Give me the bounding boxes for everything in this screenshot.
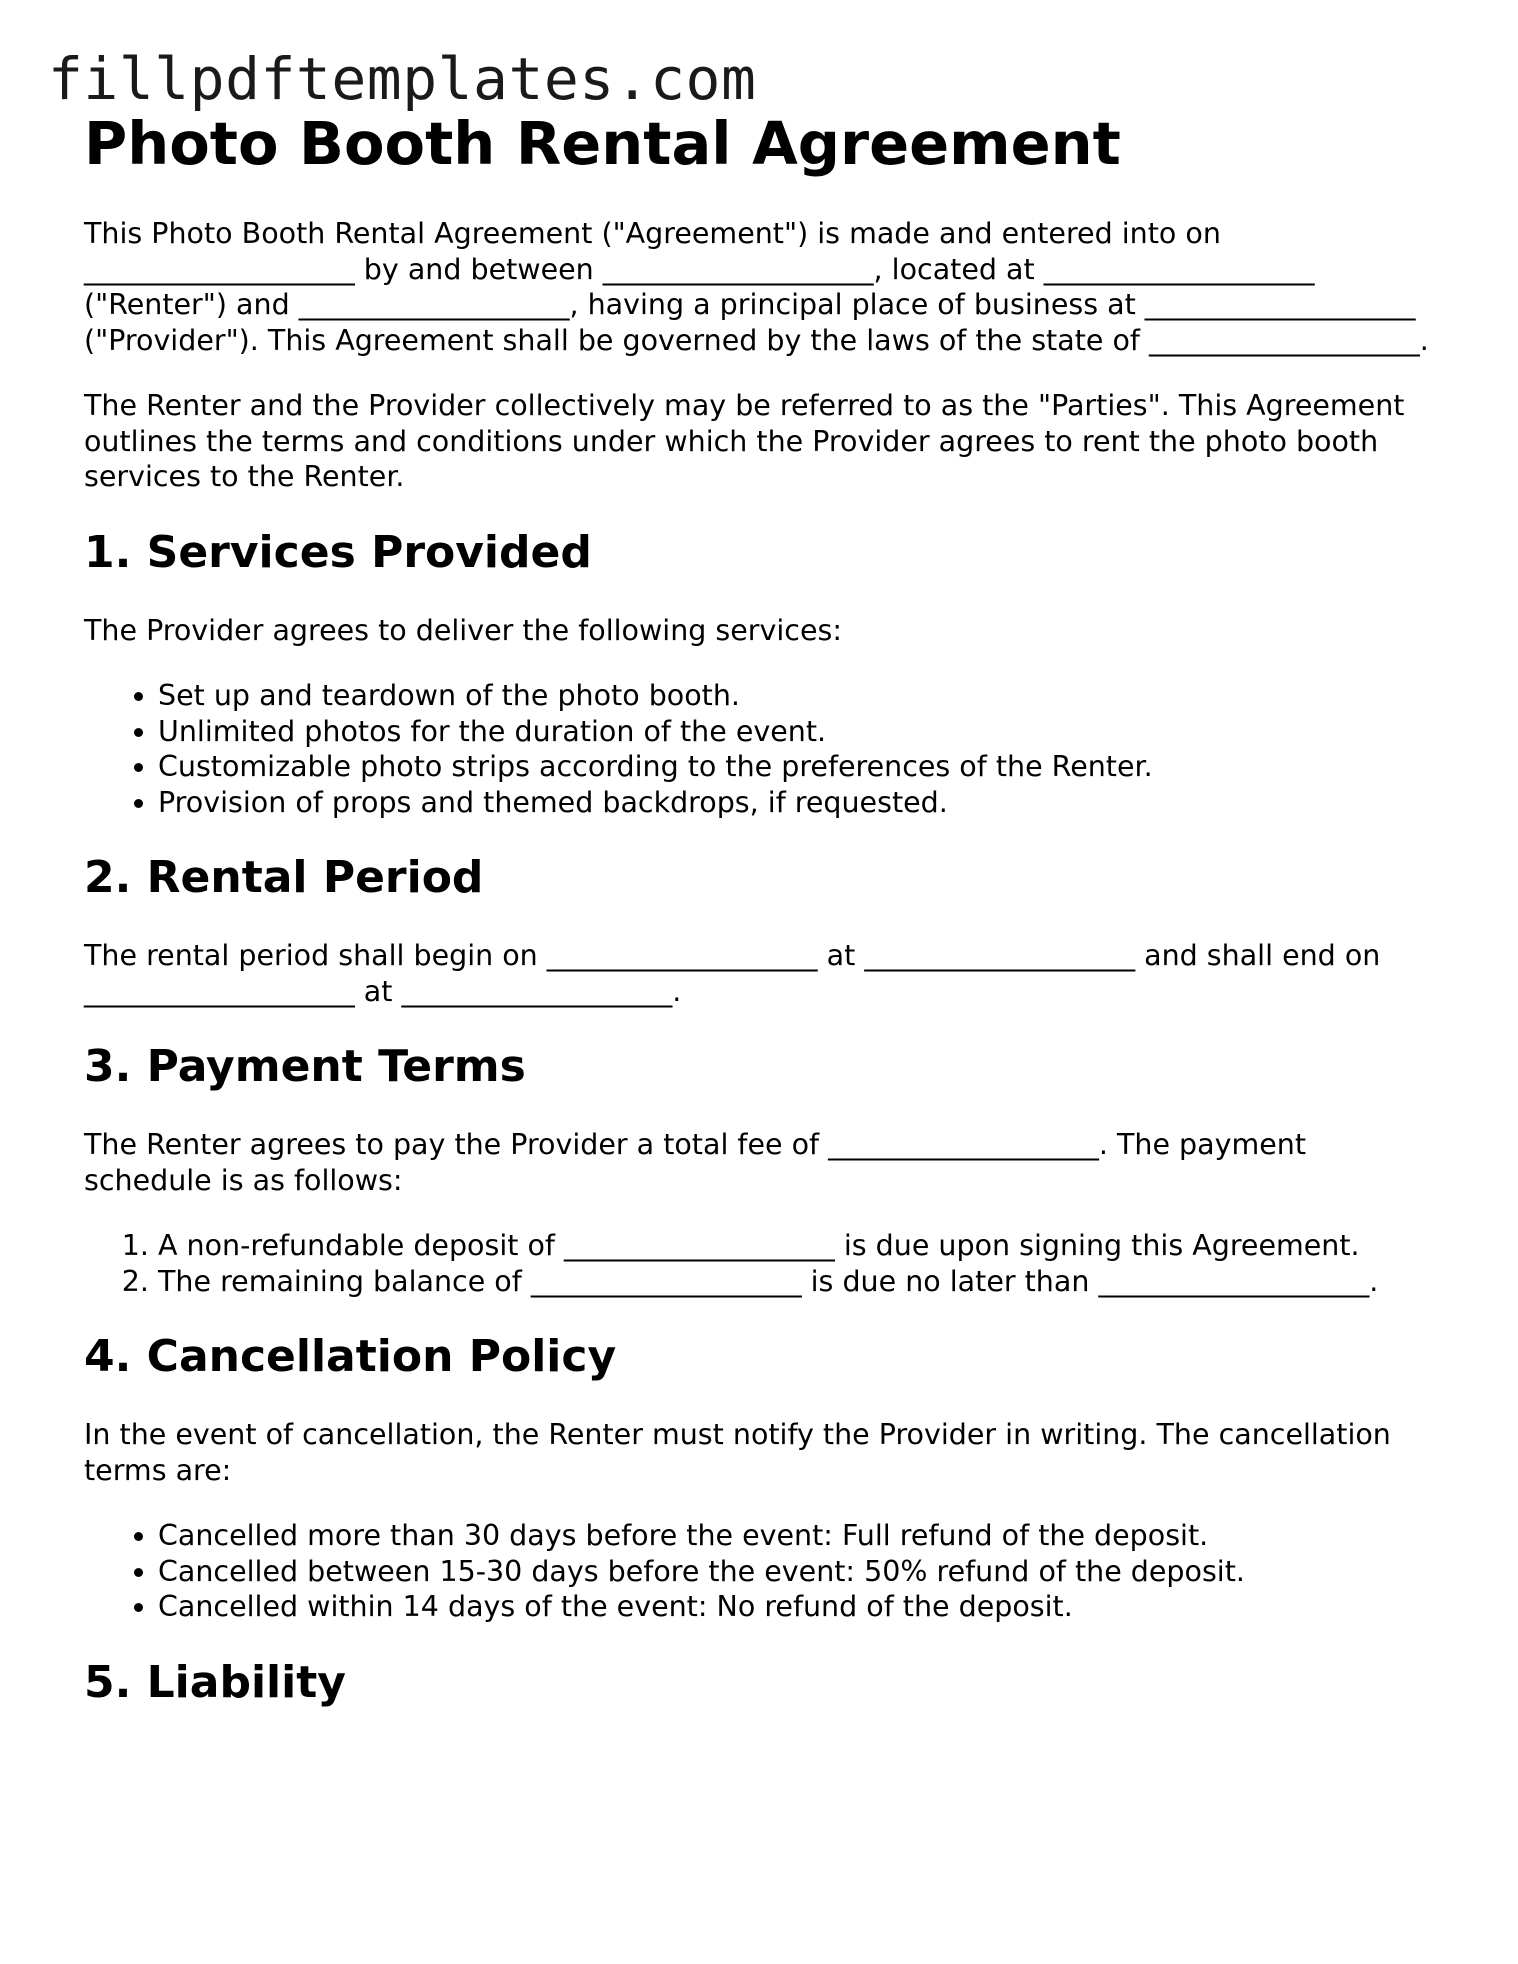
list-item: • Cancelled within 14 days of the event: No refund of the deposit.	[158, 1589, 1434, 1625]
section-cancellation	[84, 1329, 1434, 1625]
payment-list	[84, 1228, 1434, 1299]
section-text: In the event of cancellation, the Renter must notify the Provider in writing. The cancellation terms are:	[84, 1418, 1391, 1487]
services-list	[84, 678, 1434, 820]
list-item: • Provision of props and themed backdrops, if requested.	[158, 785, 1434, 821]
list-item: • Cancelled between 15-30 days before the event: 50% refund of the deposit.	[158, 1554, 1434, 1590]
section-services	[84, 525, 1434, 821]
section-text: The rental period shall begin on ___________________ at ___________________ and shall end on ___________________ at ___________________.	[84, 939, 1381, 1008]
list-item: • Set up and teardown of the photo booth.	[158, 678, 1434, 714]
section-heading: 5. Liability	[84, 1656, 346, 1708]
list-item: • Unlimited photos for the duration of the event.	[158, 714, 1434, 750]
section-payment	[84, 1039, 1434, 1299]
intro-paragraph: The Renter and the Provider collectively may be referred to as the "Parties". This Agreement outlines the terms and conditions under which the Provider agrees to rent the photo booth services to the Renter.	[84, 389, 1405, 493]
document-title: Photo Booth Rental Agreement	[84, 109, 1121, 178]
section-heading: 2. Rental Period	[84, 852, 484, 903]
section-heading: 1. Services Provided	[84, 526, 592, 578]
section-text: The Renter agrees to pay the Provider a total fee of ___________________. The payment schedule is as follows:	[84, 1128, 1307, 1197]
section-liability	[84, 1655, 1434, 1711]
list-item: 2. The remaining balance of ___________________ is due no later than ___________________.	[158, 1264, 1434, 1300]
section-rental-period	[84, 850, 1434, 1009]
intro-paragraph: This Photo Booth Rental Agreement ("Agreement") is made and entered into on ___________________ by and between ___________________, located at ___________________ ("Renter") and ___________________, having a principal place of business at ___________________ ("Provider"). This Agreement shall be governed by the laws of the state of ___________________.	[84, 217, 1429, 357]
section-heading: 3. Payment Terms	[84, 1041, 526, 1092]
list-item: • Cancelled more than 30 days before the event: Full refund of the deposit.	[158, 1518, 1434, 1554]
list-item: 1. A non-refundable deposit of ___________________ is due upon signing this Agreement.	[158, 1228, 1434, 1264]
section-heading: 4. Cancellation Policy	[84, 1331, 617, 1382]
watermark: fillpdftemplates.com	[48, 45, 757, 113]
section-text: The Provider agrees to deliver the following services:	[84, 613, 842, 647]
list-item: • Customizable photo strips according to the preferences of the Renter.	[158, 749, 1434, 785]
cancellation-list	[84, 1518, 1434, 1625]
document	[84, 100, 1434, 1743]
